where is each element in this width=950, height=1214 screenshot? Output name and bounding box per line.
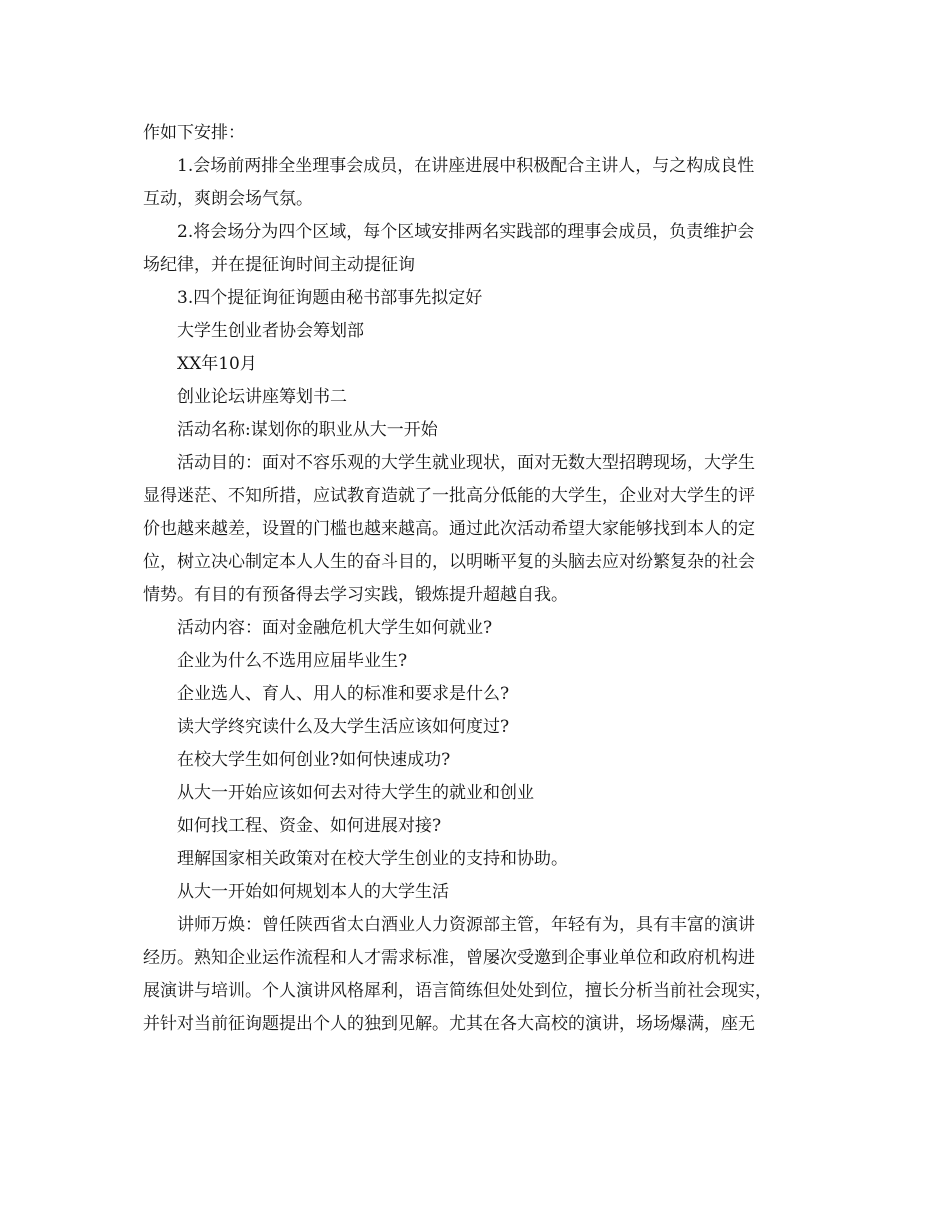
list-item: 从大一开始应该如何去对待大学生的就业和创业	[177, 783, 534, 803]
text-line: 价也越来越差，设置的门槛也越来越高。通过此次活动希望大家能够找到本人的定	[143, 519, 755, 539]
list-item: 如何找工程、资金、如何进展对接?	[177, 816, 442, 836]
text-line: 2.将会场分为四个区域，每个区域安排两名实践部的理事会成员，负责维护会	[177, 222, 755, 242]
text-line: 活动内容：面对金融危机大学生如何就业?	[177, 618, 493, 638]
text-line: 3.四个提征询征询题由秘书部事先拟定好	[177, 288, 483, 308]
text-line: 互动，爽朗会场气氛。	[143, 189, 313, 209]
list-item: 从大一开始如何规划本人的大学生活	[177, 882, 449, 902]
list-item: 企业为什么不选用应届毕业生?	[177, 651, 408, 671]
text-line: 活动名称:谋划你的职业从大一开始	[177, 420, 438, 440]
text-line: 位，树立决心制定本人人生的奋斗目的，以明晰平复的头脑去应对纷繁复杂的社会	[143, 552, 755, 572]
list-item: 理解国家相关政策对在校大学生创业的支持和协助。	[177, 849, 568, 869]
text-line: XX年10月	[177, 354, 257, 374]
section-title: 创业论坛讲座筹划书二	[177, 387, 347, 407]
text-line: 显得迷茫、不知所措，应试教育造就了一批高分低能的大学生，企业对大学生的评	[143, 486, 755, 506]
text-line: 展演讲与培训。个人演讲风格犀利，语言简练但处处到位，擅长分析当前社会现实，	[143, 981, 772, 1001]
text-line: 作如下安排：	[143, 123, 245, 143]
text-line: 经历。熟知企业运作流程和人才需求标准，曾屡次受邀到企事业单位和政府机构进	[143, 948, 755, 968]
document-body	[143, 117, 815, 1041]
text-line: 并针对当前征询题提出个人的独到见解。尤其在各大高校的演讲，场场爆满，座无	[143, 1014, 755, 1034]
list-item: 读大学终究读什么及大学生活应该如何度过?	[177, 717, 510, 737]
text-line: 活动目的：面对不容乐观的大学生就业现状，面对无数大型招聘现场，大学生	[177, 453, 755, 473]
text-line: 1.会场前两排全坐理事会成员，在讲座进展中积极配合主讲人，与之构成良性	[177, 156, 755, 176]
list-item: 在校大学生如何创业?如何快速成功?	[177, 750, 451, 770]
text-line: 讲师万焕：曾任陕西省太白酒业人力资源部主管，年轻有为，具有丰富的演讲	[177, 915, 755, 935]
text-line: 场纪律，并在提征询时间主动提征询	[143, 255, 415, 275]
text-line: 情势。有目的有预备得去学习实践，锻炼提升超越自我。	[143, 585, 568, 605]
text-line: 大学生创业者协会筹划部	[177, 321, 364, 341]
list-item: 企业选人、育人、用人的标准和要求是什么?	[177, 684, 510, 704]
